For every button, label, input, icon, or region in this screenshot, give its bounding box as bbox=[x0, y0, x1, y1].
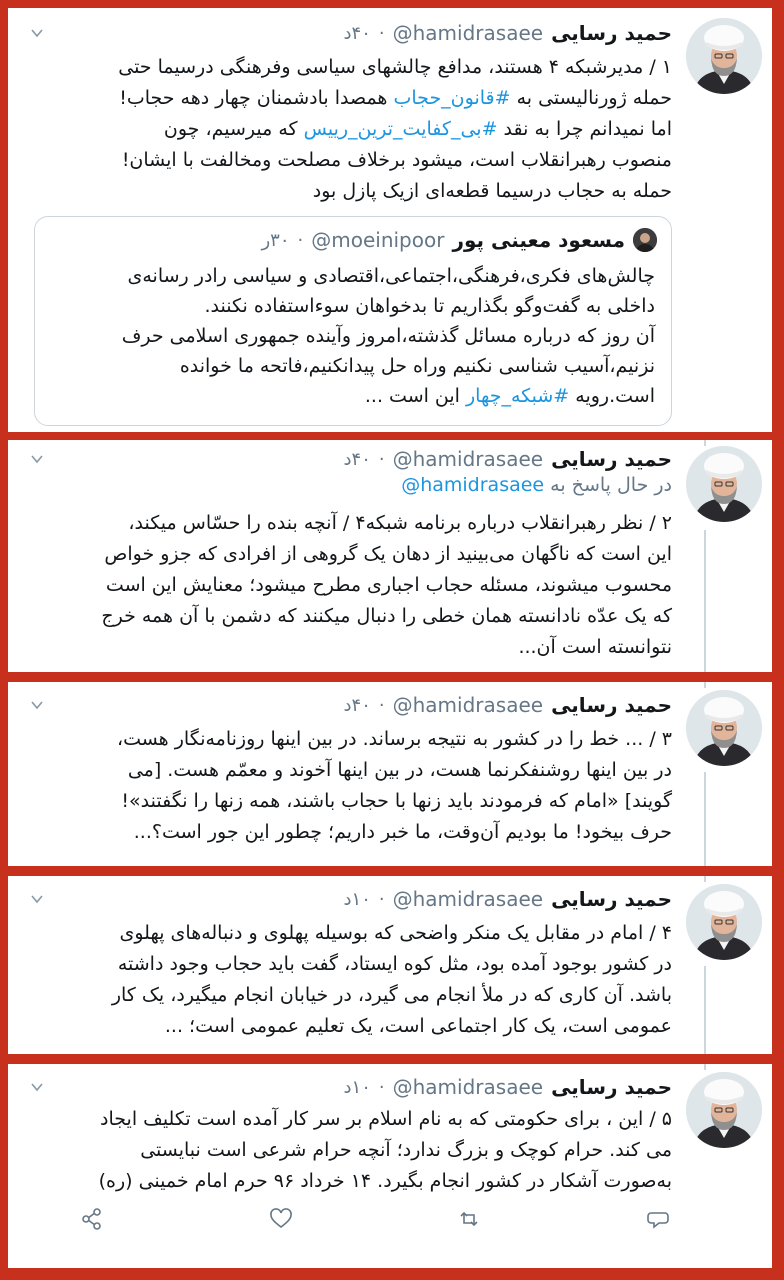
tweet-text: ۲ / نظر رهبرانقلاب درباره برنامه شبکه۴ / آنچه بنده را حسّاس میکند، این است که ناگهان می‌بینید از دهان یک گروهی از افرادی که جزو خواص محسوب میشوند، مسئله حجاب اجباری مطرح میشود؛ معنایش این است که یک عدّه نادانسته همان خطی را دنبال میکنند که دشمن با آن همه خرج نتوانسته است آن... bbox=[101, 512, 672, 658]
author-name[interactable]: حمید رسایی bbox=[551, 447, 672, 471]
avatar-portrait-icon bbox=[686, 884, 762, 960]
avatar[interactable] bbox=[686, 446, 762, 522]
tweet-time[interactable]: ۱۰د bbox=[343, 888, 371, 910]
author-name[interactable]: حمید رسایی bbox=[551, 887, 672, 911]
author-handle[interactable]: @hamidrasaee bbox=[392, 1075, 544, 1099]
hashtag-link[interactable]: #شبکه_چهار bbox=[466, 385, 570, 407]
author-handle[interactable]: @hamidrasaee bbox=[392, 447, 544, 471]
tweet-header bbox=[48, 18, 672, 48]
tweet-time[interactable]: ۴۰د bbox=[343, 448, 371, 470]
tweet-header bbox=[48, 884, 672, 914]
author-name[interactable]: حمید رسایی bbox=[551, 21, 672, 45]
separator-dot: · bbox=[297, 229, 304, 251]
author-name[interactable]: حمید رسایی bbox=[551, 693, 672, 717]
tweet-panel-3[interactable] bbox=[8, 682, 772, 866]
tweet-actions bbox=[78, 1204, 672, 1234]
replying-to bbox=[48, 474, 672, 502]
quoted-avatar bbox=[633, 228, 657, 252]
thread-line bbox=[704, 966, 706, 1054]
chevron-down-icon[interactable] bbox=[30, 892, 44, 906]
hashtag-link[interactable]: #قانون_حجاب bbox=[393, 87, 511, 109]
chevron-down-icon[interactable] bbox=[30, 26, 44, 40]
tweet-panel-1[interactable] bbox=[8, 8, 772, 432]
avatar[interactable] bbox=[686, 1072, 762, 1148]
tweet-time[interactable]: ۴۰د bbox=[343, 694, 371, 716]
tweet-text: ۵ / این ، برای حکومتی که به نام اسلام بر سر کار آمده است تکلیف ایجاد می کند. حرام کوچک و بزرگ ندارد؛ آنچه حرام شرعی است نبایستی به‌صورت آشکار در کشور انجام بگیرد. ۱۴ خرداد ۹۶ حرم امام خمینی (ره) bbox=[98, 1108, 672, 1192]
avatar-portrait-icon bbox=[686, 18, 762, 94]
quoted-text-part: چالش‌های فکری،فرهنگی،اجتماعی،اقتصادی و سیاسی رادر رسانه‌ی داخلی به گفت‌وگو بگذاریم تا بدخواهان سوءاستفاده نکنند. آن روز که درباره مسائل گذشته،امروز وآینده جمهوری اسلامی حرف نزنیم،آسیب شناسی نکنیم وراه حل پیدانکنیم،فاتحه ما خوانده است.رویه bbox=[121, 265, 655, 407]
avatar-portrait-icon bbox=[686, 1072, 762, 1148]
quoted-tweet-header bbox=[49, 225, 657, 255]
retweet-icon[interactable] bbox=[455, 1205, 483, 1233]
quoted-tweet-text bbox=[51, 261, 655, 411]
separator-dot: · bbox=[378, 1076, 385, 1098]
reply-bubble-icon[interactable] bbox=[644, 1205, 672, 1233]
avatar[interactable] bbox=[686, 18, 762, 94]
avatar[interactable] bbox=[686, 884, 762, 960]
tweet-panel-2[interactable] bbox=[8, 440, 772, 672]
tweet-time[interactable]: ۱۰د bbox=[343, 1076, 371, 1098]
thread-line bbox=[704, 1064, 706, 1070]
quoted-tweet[interactable] bbox=[34, 216, 672, 426]
share-icon[interactable] bbox=[78, 1205, 106, 1233]
hashtag-link[interactable]: #بی_کفایت_ترین_رییس bbox=[303, 118, 498, 140]
avatar-portrait-icon bbox=[686, 690, 762, 766]
author-handle[interactable]: @hamidrasaee bbox=[392, 887, 544, 911]
tweet-time[interactable]: ۴۰د bbox=[343, 22, 371, 44]
author-handle[interactable]: @hamidrasaee bbox=[392, 21, 544, 45]
tweet-text: ۴ / امام در مقابل یک منکر واضحی که بوسیله پهلوی و دنباله‌های پهلوی در کشور بوجود آمده بود، مثل کوه ایستاد، گفت باید حجاب وجود داشته باشد. آن کاری که در ملأ انجام می گیرد، در خیابان انجام میگیرد، یک کار عمومی است، یک کار اجتماعی است، یک تعلیم عمومی است؛ ... bbox=[111, 922, 672, 1037]
chevron-down-icon[interactable] bbox=[30, 698, 44, 712]
quoted-author-handle[interactable]: @moeinipoor bbox=[311, 228, 445, 252]
tweet-text-part: که میرسیم، چون منصوب رهبرانقلاب است، میشود برخلاف مصلحت ومخالفت با ایشان! حمله به حجاب درسیما قطعه‌ای ازیک پازل بود bbox=[121, 118, 672, 202]
tweet-header bbox=[48, 1072, 672, 1102]
quoted-text-part: این است ... bbox=[364, 385, 466, 407]
reply-handle-link[interactable]: @hamidrasaee bbox=[401, 474, 545, 496]
author-handle[interactable]: @hamidrasaee bbox=[392, 693, 544, 717]
like-heart-icon[interactable] bbox=[267, 1205, 295, 1233]
thread-line bbox=[704, 440, 706, 446]
thread-line bbox=[704, 682, 706, 688]
chevron-down-icon[interactable] bbox=[30, 1080, 44, 1094]
thread-line bbox=[704, 876, 706, 882]
avatar-portrait-icon bbox=[686, 446, 762, 522]
tweet-text: ۳ / ... خط را در کشور به نتیجه برساند. در بین اینها روزنامه‌نگار هست، در بین اینها روشنفکرنما هست، در بین اینها آخوند و معمّم هست. [می گویند] «امام که فرمودند باید زنها با حجاب باشند، همه زنها را نگفتند»! حرف بیخود! ما بودیم آن‌وقت، ما خبر داریم؛ چطور این جور است؟... bbox=[116, 728, 672, 843]
quoted-tweet-time: ۳۰ر bbox=[261, 229, 290, 251]
quoted-avatar-icon bbox=[633, 228, 657, 252]
author-name[interactable]: حمید رسایی bbox=[551, 1075, 672, 1099]
chevron-down-icon[interactable] bbox=[30, 452, 44, 466]
quoted-author-name[interactable]: مسعود معینی پور bbox=[452, 228, 625, 252]
tweet-panel-5[interactable] bbox=[8, 1064, 772, 1268]
reply-prefix: در حال پاسخ به bbox=[544, 474, 672, 496]
tweet-header bbox=[48, 444, 672, 474]
thread-line bbox=[704, 530, 706, 672]
separator-dot: · bbox=[378, 694, 385, 716]
avatar[interactable] bbox=[686, 690, 762, 766]
tweet-header bbox=[48, 690, 672, 720]
tweet-text bbox=[26, 52, 672, 207]
tweet-text-part: همصدا بادشمنان چهار دهه حجاب! اما نمیدانم چرا به نقد bbox=[119, 87, 672, 140]
separator-dot: · bbox=[378, 448, 385, 470]
separator-dot: · bbox=[378, 888, 385, 910]
thread-line bbox=[704, 772, 706, 866]
tweet-text-part: ۱ / مدیرشبکه ۴ هستند، مدافع چالشهای سیاسی وفرهنگی درسیما حتی حمله ژورنالیستی به bbox=[118, 56, 672, 109]
separator-dot: · bbox=[378, 22, 385, 44]
tweet-panel-4[interactable] bbox=[8, 876, 772, 1054]
